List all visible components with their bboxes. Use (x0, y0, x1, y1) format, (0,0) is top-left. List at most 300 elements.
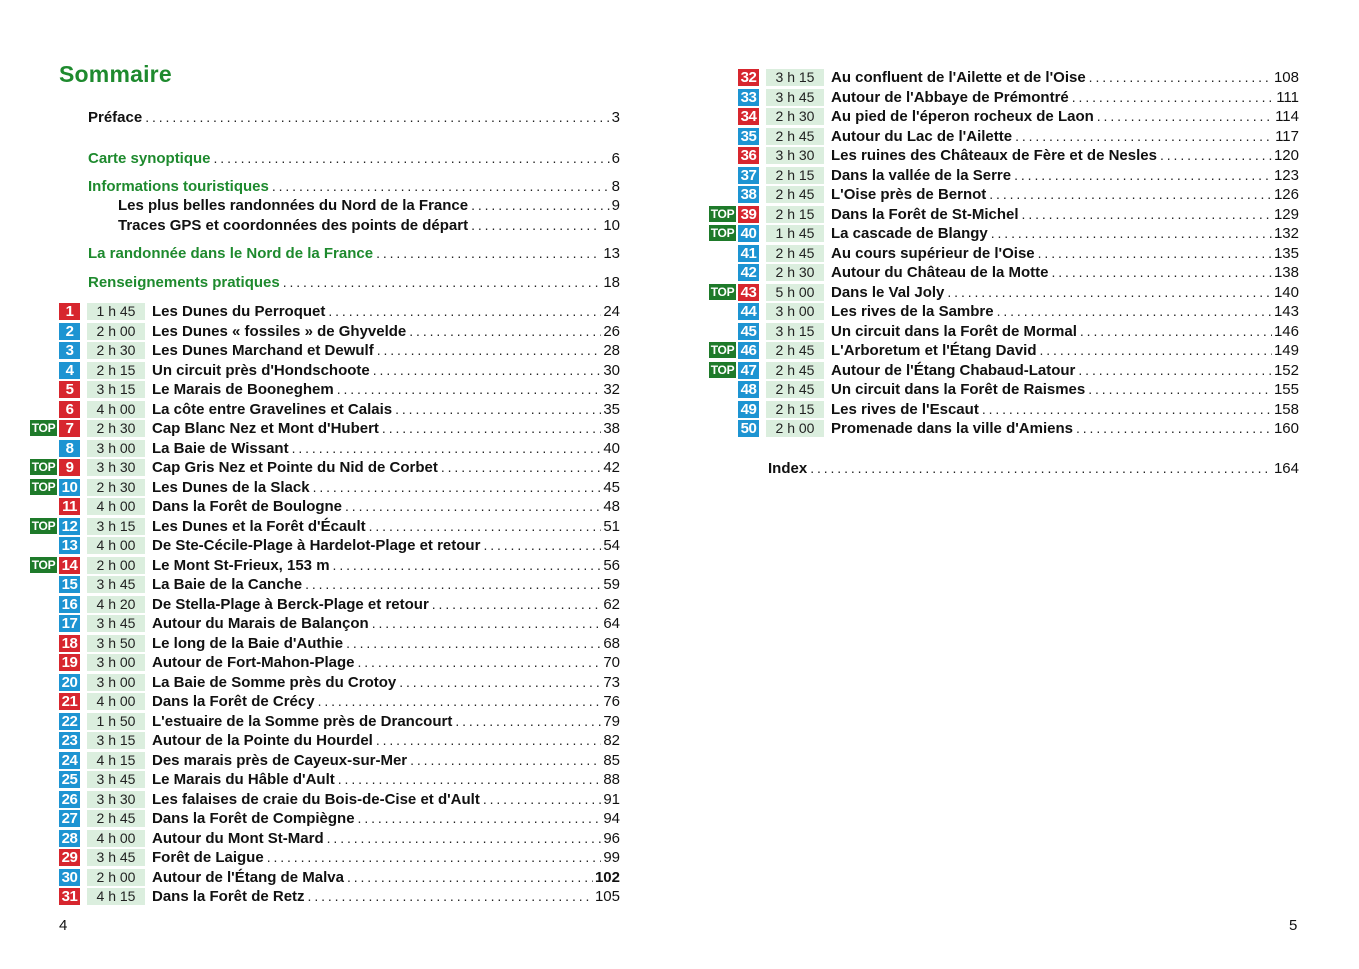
trail-row[interactable] (0, 458, 680, 477)
leader-dots (358, 809, 602, 828)
trail-number: 20 (59, 674, 80, 691)
trail-entry (152, 770, 620, 789)
trail-row[interactable] (0, 595, 680, 614)
trail-duration: 3 h 15 (87, 381, 145, 398)
trail-duration: 5 h 00 (766, 284, 824, 301)
leader-dots (483, 536, 601, 555)
leader-dots (1089, 68, 1272, 87)
trail-row[interactable] (0, 322, 680, 341)
leader-dots (982, 400, 1272, 419)
trail-entry (152, 439, 620, 458)
toc-entry[interactable] (88, 149, 620, 168)
trail-page: 138 (1273, 264, 1299, 281)
trail-entry (152, 634, 620, 653)
trail-number: 29 (59, 849, 80, 866)
trail-entry (152, 497, 620, 516)
trail-page: 42 (603, 459, 620, 476)
trail-duration: 4 h 00 (87, 693, 145, 710)
leader-dots (267, 848, 602, 867)
trail-duration: 4 h 00 (87, 401, 145, 418)
trail-page: 68 (603, 635, 620, 652)
trail-number: 34 (738, 108, 759, 125)
trail-page: 88 (603, 771, 620, 788)
leader-dots (1052, 263, 1272, 282)
trail-page: 59 (603, 576, 620, 593)
trail-row[interactable] (680, 166, 1359, 185)
trail-row[interactable] (0, 302, 680, 321)
trail-page: 32 (603, 381, 620, 398)
trail-page: 54 (603, 537, 620, 554)
trail-duration: 3 h 00 (87, 654, 145, 671)
trail-page: 40 (603, 440, 620, 457)
trail-number: 41 (738, 245, 759, 262)
trail-row[interactable] (0, 439, 680, 458)
trail-number: 16 (59, 596, 80, 613)
trail-page: 45 (603, 479, 620, 496)
leader-dots (1078, 361, 1272, 380)
trail-name: Autour du Mont St-Mard (152, 830, 324, 847)
trail-number: 19 (59, 654, 80, 671)
trail-number: 5 (59, 381, 80, 398)
leader-dots (399, 673, 601, 692)
trail-page: 160 (1273, 420, 1299, 437)
trail-duration: 3 h 30 (766, 147, 824, 164)
trail-row[interactable] (0, 712, 680, 731)
trail-row[interactable] (0, 770, 680, 789)
trail-entry (152, 692, 620, 711)
index-page: 164 (1273, 460, 1299, 477)
trail-entry (152, 829, 620, 848)
leader-dots (1014, 166, 1272, 185)
trail-row[interactable] (0, 790, 680, 809)
trail-duration: 3 h 15 (766, 323, 824, 340)
leader-dots (409, 322, 601, 341)
trail-number: 38 (738, 186, 759, 203)
leader-dots (455, 712, 601, 731)
trail-name: Les rives de l'Escaut (831, 401, 979, 418)
trail-row[interactable] (0, 829, 680, 848)
trail-number: 42 (738, 264, 759, 281)
leader-dots (991, 224, 1272, 243)
trail-duration: 2 h 00 (87, 869, 145, 886)
trail-entry (152, 341, 620, 360)
toc-entry-label: Préface (88, 109, 143, 126)
trail-number: 50 (738, 420, 759, 437)
trail-entry (152, 302, 620, 321)
trail-row[interactable] (0, 634, 680, 653)
trail-name: Autour de Fort-Mahon-Plage (152, 654, 355, 671)
leader-dots (377, 341, 602, 360)
trail-row[interactable] (0, 653, 680, 672)
trail-row[interactable] (680, 205, 1359, 224)
trail-row[interactable] (0, 692, 680, 711)
index-label: Index (768, 460, 808, 477)
trail-page: 70 (603, 654, 620, 671)
trail-name: Autour du Château de la Motte (831, 264, 1049, 281)
leader-dots (345, 497, 601, 516)
top-badge: TOP (710, 363, 735, 377)
toc-entry[interactable] (118, 196, 620, 215)
trail-entry (152, 517, 620, 536)
trail-name: De Stella-Plage à Berck-Plage et retour (152, 596, 429, 613)
toc-entry-label: La randonnée dans le Nord de la France (88, 245, 374, 262)
leader-dots (382, 419, 601, 438)
trail-name: Au confluent de l'Ailette et de l'Oise (831, 69, 1086, 86)
trail-name: Le Marais du Hâble d'Ault (152, 771, 335, 788)
trail-page: 73 (603, 674, 620, 691)
trail-entry (152, 712, 620, 731)
trail-name: Les Dunes et la Forêt d'Écault (152, 518, 366, 535)
trail-row[interactable] (680, 419, 1359, 438)
trail-duration: 3 h 45 (87, 771, 145, 788)
trail-name: Dans le Val Joly (831, 284, 945, 301)
leader-dots (145, 108, 609, 127)
trail-duration: 1 h 45 (87, 303, 145, 320)
trail-entry (831, 185, 1299, 204)
trail-name: La Baie de Wissant (152, 440, 289, 457)
trail-duration: 3 h 45 (766, 89, 824, 106)
leader-dots (471, 216, 601, 235)
top-badge: TOP (31, 460, 56, 474)
top-badge: TOP (710, 207, 735, 221)
trail-name: Les Dunes Marchand et Dewulf (152, 342, 374, 359)
trail-page: 38 (603, 420, 620, 437)
trail-page: 48 (603, 498, 620, 515)
trail-row[interactable] (0, 673, 680, 692)
trail-number: 14 (59, 557, 80, 574)
trail-row[interactable] (0, 575, 680, 594)
trail-duration: 3 h 30 (87, 459, 145, 476)
index-entry[interactable] (768, 459, 1299, 478)
trail-row[interactable] (0, 380, 680, 399)
trail-row[interactable] (0, 478, 680, 497)
trail-name: Dans la Forêt de St-Michel (831, 206, 1019, 223)
toc-entry-label: Les plus belles randonnées du Nord de la France (118, 197, 469, 214)
trail-row[interactable] (680, 283, 1359, 302)
trail-name: Les ruines des Châteaux de Fère et de Nesles (831, 147, 1157, 164)
leader-dots (283, 273, 602, 292)
trail-row[interactable] (0, 751, 680, 770)
trail-page: 24 (603, 303, 620, 320)
trail-entry (152, 653, 620, 672)
trail-duration: 2 h 45 (766, 381, 824, 398)
toc-entry[interactable] (88, 108, 620, 127)
trail-row[interactable] (0, 361, 680, 380)
trail-page: 99 (603, 849, 620, 866)
trail-entry (831, 166, 1299, 185)
trail-duration: 3 h 45 (87, 849, 145, 866)
trail-number: 23 (59, 732, 80, 749)
trail-row[interactable] (680, 322, 1359, 341)
trail-row[interactable] (0, 731, 680, 750)
trail-name: Les Dunes « fossiles » de Ghyvelde (152, 323, 407, 340)
trail-row[interactable] (680, 361, 1359, 380)
trail-page: 155 (1273, 381, 1299, 398)
trail-number: 26 (59, 791, 80, 808)
trail-duration: 4 h 00 (87, 498, 145, 515)
trail-duration: 4 h 00 (87, 830, 145, 847)
trail-entry (831, 146, 1299, 165)
trail-number: 12 (59, 518, 80, 535)
trail-number: 17 (59, 615, 80, 632)
leader-dots (376, 244, 601, 263)
trail-name: Un circuit dans la Forêt de Raismes (831, 381, 1086, 398)
leader-dots (810, 459, 1272, 478)
trail-entry (152, 575, 620, 594)
toc-entry-page: 8 (611, 178, 620, 195)
trail-entry (831, 419, 1299, 438)
trail-entry (152, 751, 620, 770)
trail-page: 56 (603, 557, 620, 574)
trail-entry (831, 244, 1299, 263)
top-badge: TOP (31, 480, 56, 494)
trail-duration: 2 h 30 (766, 264, 824, 281)
trail-row[interactable] (0, 341, 680, 360)
leader-dots (373, 361, 602, 380)
trail-name: Dans la Forêt de Retz (152, 888, 305, 905)
trail-row[interactable] (0, 536, 680, 555)
trail-duration: 2 h 30 (766, 108, 824, 125)
trail-number: 27 (59, 810, 80, 827)
trail-number: 1 (59, 303, 80, 320)
toc-entry[interactable] (88, 244, 620, 263)
trail-duration: 2 h 45 (766, 128, 824, 145)
toc-entry-page: 9 (611, 197, 620, 214)
trail-name: De Ste-Cécile-Plage à Hardelot-Plage et retour (152, 537, 481, 554)
trail-row[interactable] (680, 400, 1359, 419)
trail-name: Les Dunes du Perroquet (152, 303, 326, 320)
trail-name: Cap Blanc Nez et Mont d'Hubert (152, 420, 379, 437)
trail-number: 21 (59, 693, 80, 710)
leader-dots (483, 790, 601, 809)
page-number-right: 5 (1289, 917, 1298, 934)
trail-row[interactable] (680, 68, 1359, 87)
trail-page: 26 (603, 323, 620, 340)
toc-entry-page: 18 (603, 274, 620, 291)
trail-name: Cap Gris Nez et Pointe du Nid de Corbet (152, 459, 438, 476)
trail-row[interactable] (0, 809, 680, 828)
trail-row[interactable] (0, 887, 680, 906)
trail-number: 35 (738, 128, 759, 145)
trail-row[interactable] (680, 263, 1359, 282)
trail-number: 13 (59, 537, 80, 554)
trail-row[interactable] (0, 400, 680, 419)
trail-entry (152, 419, 620, 438)
trail-number: 46 (738, 342, 759, 359)
trail-duration: 2 h 30 (87, 420, 145, 437)
trail-name: Le Marais de Booneghem (152, 381, 334, 398)
trail-duration: 2 h 45 (766, 342, 824, 359)
page-title: Sommaire (59, 61, 172, 87)
trail-number: 4 (59, 362, 80, 379)
trail-name: Dans la Forêt de Crécy (152, 693, 315, 710)
toc-entry-label: Informations touristiques (88, 178, 269, 195)
trail-entry (152, 809, 620, 828)
trail-row[interactable] (680, 224, 1359, 243)
leader-dots (328, 302, 601, 321)
leader-dots (432, 595, 602, 614)
trail-number: 24 (59, 752, 80, 769)
right-page (680, 0, 1359, 969)
trail-page: 120 (1273, 147, 1299, 164)
trail-entry (152, 556, 620, 575)
trail-duration: 2 h 45 (87, 810, 145, 827)
trail-name: Un circuit près d'Hondschoote (152, 362, 370, 379)
leader-dots (1015, 127, 1273, 146)
trail-row[interactable] (680, 380, 1359, 399)
trail-number: 33 (738, 89, 759, 106)
toc-entry-page: 10 (603, 217, 620, 234)
leader-dots (308, 887, 593, 906)
trail-name: Les falaises de craie du Bois-de-Cise et d'Ault (152, 791, 480, 808)
trail-entry (831, 302, 1299, 321)
trail-page: 114 (1275, 108, 1299, 125)
trail-entry (152, 887, 620, 906)
trail-row[interactable] (680, 146, 1359, 165)
trail-page: 146 (1273, 323, 1299, 340)
trail-page: 135 (1273, 245, 1299, 262)
trail-row[interactable] (680, 302, 1359, 321)
trail-entry (831, 283, 1299, 302)
trail-row[interactable] (0, 556, 680, 575)
leader-dots (989, 185, 1272, 204)
trail-row[interactable] (0, 848, 680, 867)
leader-dots (338, 770, 602, 789)
trail-number: 47 (738, 362, 759, 379)
trail-duration: 2 h 00 (87, 557, 145, 574)
trail-name: La côte entre Gravelines et Calais (152, 401, 393, 418)
trail-number: 9 (59, 459, 80, 476)
trail-page: 62 (603, 596, 620, 613)
top-badge: TOP (31, 558, 56, 572)
trail-row[interactable] (0, 868, 680, 887)
trail-row[interactable] (0, 497, 680, 516)
trail-row[interactable] (680, 107, 1359, 126)
trail-row[interactable] (680, 185, 1359, 204)
trail-number: 22 (59, 713, 80, 730)
trail-duration: 2 h 45 (766, 186, 824, 203)
trail-page: 94 (603, 810, 620, 827)
trail-number: 40 (738, 225, 759, 242)
top-badge: TOP (710, 226, 735, 240)
trail-name: La cascade de Blangy (831, 225, 988, 242)
leader-dots (410, 751, 601, 770)
trail-page: 117 (1275, 128, 1299, 145)
trail-duration: 2 h 45 (766, 245, 824, 262)
trail-number: 6 (59, 401, 80, 418)
trail-name: Les Dunes de la Slack (152, 479, 310, 496)
toc-entry[interactable] (88, 177, 620, 196)
trail-name: La Baie de la Canche (152, 576, 303, 593)
trail-name: Autour de l'Étang Chabaud-Latour (831, 362, 1076, 379)
trail-entry (831, 224, 1299, 243)
trail-entry (831, 205, 1299, 224)
leader-dots (318, 692, 602, 711)
trail-name: L'Oise près de Bernot (831, 186, 987, 203)
leader-dots (471, 196, 610, 215)
trail-page: 111 (1276, 89, 1299, 106)
top-badge: TOP (31, 519, 56, 533)
trail-row[interactable] (0, 517, 680, 536)
trail-name: Dans la Forêt de Compiègne (152, 810, 355, 827)
trail-number: 28 (59, 830, 80, 847)
toc-entry[interactable] (88, 273, 620, 292)
trail-page: 64 (603, 615, 620, 632)
trail-duration: 3 h 15 (87, 518, 145, 535)
trail-duration: 2 h 00 (766, 420, 824, 437)
trail-number: 44 (738, 303, 759, 320)
trail-name: L'estuaire de la Somme près de Drancourt (152, 713, 453, 730)
trail-page: 96 (603, 830, 620, 847)
trail-row[interactable] (680, 244, 1359, 263)
trail-duration: 4 h 00 (87, 537, 145, 554)
trail-name: Des marais près de Cayeux-sur-Mer (152, 752, 408, 769)
trail-name: L'Arboretum et l'Étang David (831, 342, 1037, 359)
trail-row[interactable] (680, 341, 1359, 360)
trail-entry (831, 400, 1299, 419)
trail-row[interactable] (680, 88, 1359, 107)
trail-name: Dans la vallée de la Serre (831, 167, 1012, 184)
trail-page: 105 (594, 888, 620, 905)
trail-number: 43 (738, 284, 759, 301)
trail-page: 129 (1273, 206, 1299, 223)
toc-entry[interactable] (118, 216, 620, 235)
trail-entry (152, 458, 620, 477)
trail-number: 10 (59, 479, 80, 496)
top-badge: TOP (710, 343, 735, 357)
trail-duration: 3 h 50 (87, 635, 145, 652)
top-badge: TOP (31, 421, 56, 435)
trail-duration: 2 h 15 (87, 362, 145, 379)
toc-entry-label: Carte synoptique (88, 150, 211, 167)
trail-entry (152, 673, 620, 692)
trail-page: 28 (603, 342, 620, 359)
trail-entry (831, 127, 1299, 146)
trail-duration: 3 h 00 (766, 303, 824, 320)
leader-dots (372, 614, 602, 633)
trail-name: Autour de la Pointe du Hourdel (152, 732, 373, 749)
leader-dots (313, 478, 602, 497)
leader-dots (1097, 107, 1273, 126)
trail-row[interactable] (0, 614, 680, 633)
trail-name: Autour de l'Étang de Malva (152, 869, 344, 886)
trail-row[interactable] (680, 127, 1359, 146)
trail-duration: 2 h 15 (766, 167, 824, 184)
trail-entry (831, 263, 1299, 282)
trail-number: 32 (738, 69, 759, 86)
trail-number: 25 (59, 771, 80, 788)
leader-dots (369, 517, 602, 536)
trail-entry (152, 790, 620, 809)
trail-entry (152, 478, 620, 497)
trail-page: 30 (603, 362, 620, 379)
trail-page: 152 (1273, 362, 1299, 379)
trail-duration: 3 h 15 (87, 732, 145, 749)
trail-name: Forêt de Laigue (152, 849, 264, 866)
leader-dots (272, 177, 610, 196)
trail-page: 91 (603, 791, 620, 808)
trail-duration: 2 h 00 (87, 323, 145, 340)
trail-duration: 3 h 00 (87, 674, 145, 691)
trail-entry (831, 341, 1299, 360)
trail-number: 37 (738, 167, 759, 184)
trail-duration: 1 h 45 (766, 225, 824, 242)
trail-page: 158 (1273, 401, 1299, 418)
trail-entry (152, 848, 620, 867)
trail-row[interactable] (0, 419, 680, 438)
trail-number: 2 (59, 323, 80, 340)
leader-dots (1080, 322, 1272, 341)
